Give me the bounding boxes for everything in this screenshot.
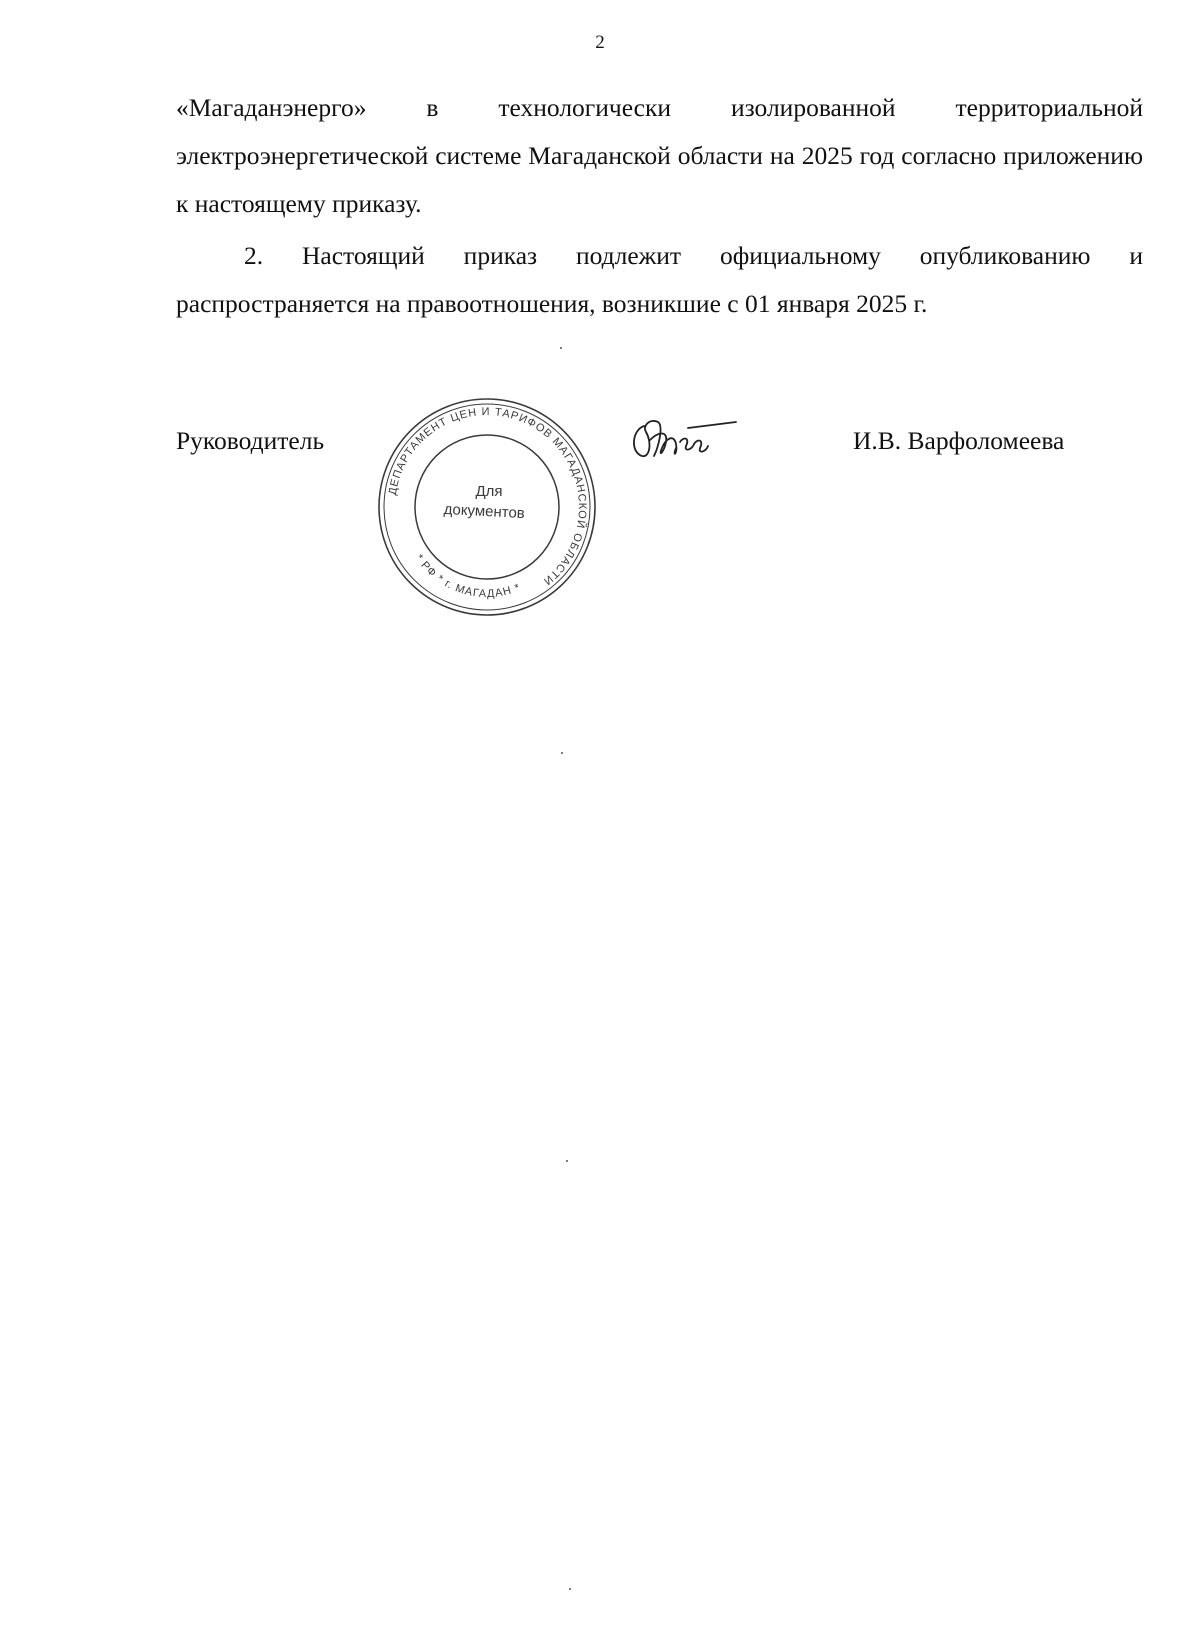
scan-speck — [561, 752, 563, 754]
paragraph-1: «Магаданэнерго» в технологически изолированной территориальной электроэнергетической системе Магаданской области на 2025 год согласно приложению к настоящему приказу. — [176, 93, 1143, 218]
scan-speck — [569, 1588, 571, 1590]
stamp-center-line-1: Для — [475, 483, 503, 500]
page-number: 2 — [595, 32, 605, 53]
stamp-outer-text-path: ДЕПАРТАМЕНТ ЦЕН И ТАРИФОВ МАГАДАНСКОЙ ОБЛАСТИ — [386, 405, 589, 588]
handwritten-signature — [628, 408, 740, 470]
paragraph-2 — [176, 232, 1143, 328]
official-stamp — [372, 392, 602, 622]
stamp-bottom-text-path: * РФ * г. МАГАДАН * — [412, 552, 523, 601]
stamp-center-line-2: документов — [443, 500, 526, 523]
scan-speck — [566, 1160, 568, 1162]
signatory-title: Руководитель — [176, 426, 325, 455]
signatory-name: И.В. Варфоломеева — [853, 426, 1065, 455]
scan-speck — [560, 347, 562, 349]
paragraph-2-text: 2. Настоящий приказ подлежит официальному опубликованию и распространяется на правоотношения, возникшие с 01 января 2025 г. — [176, 241, 1143, 318]
